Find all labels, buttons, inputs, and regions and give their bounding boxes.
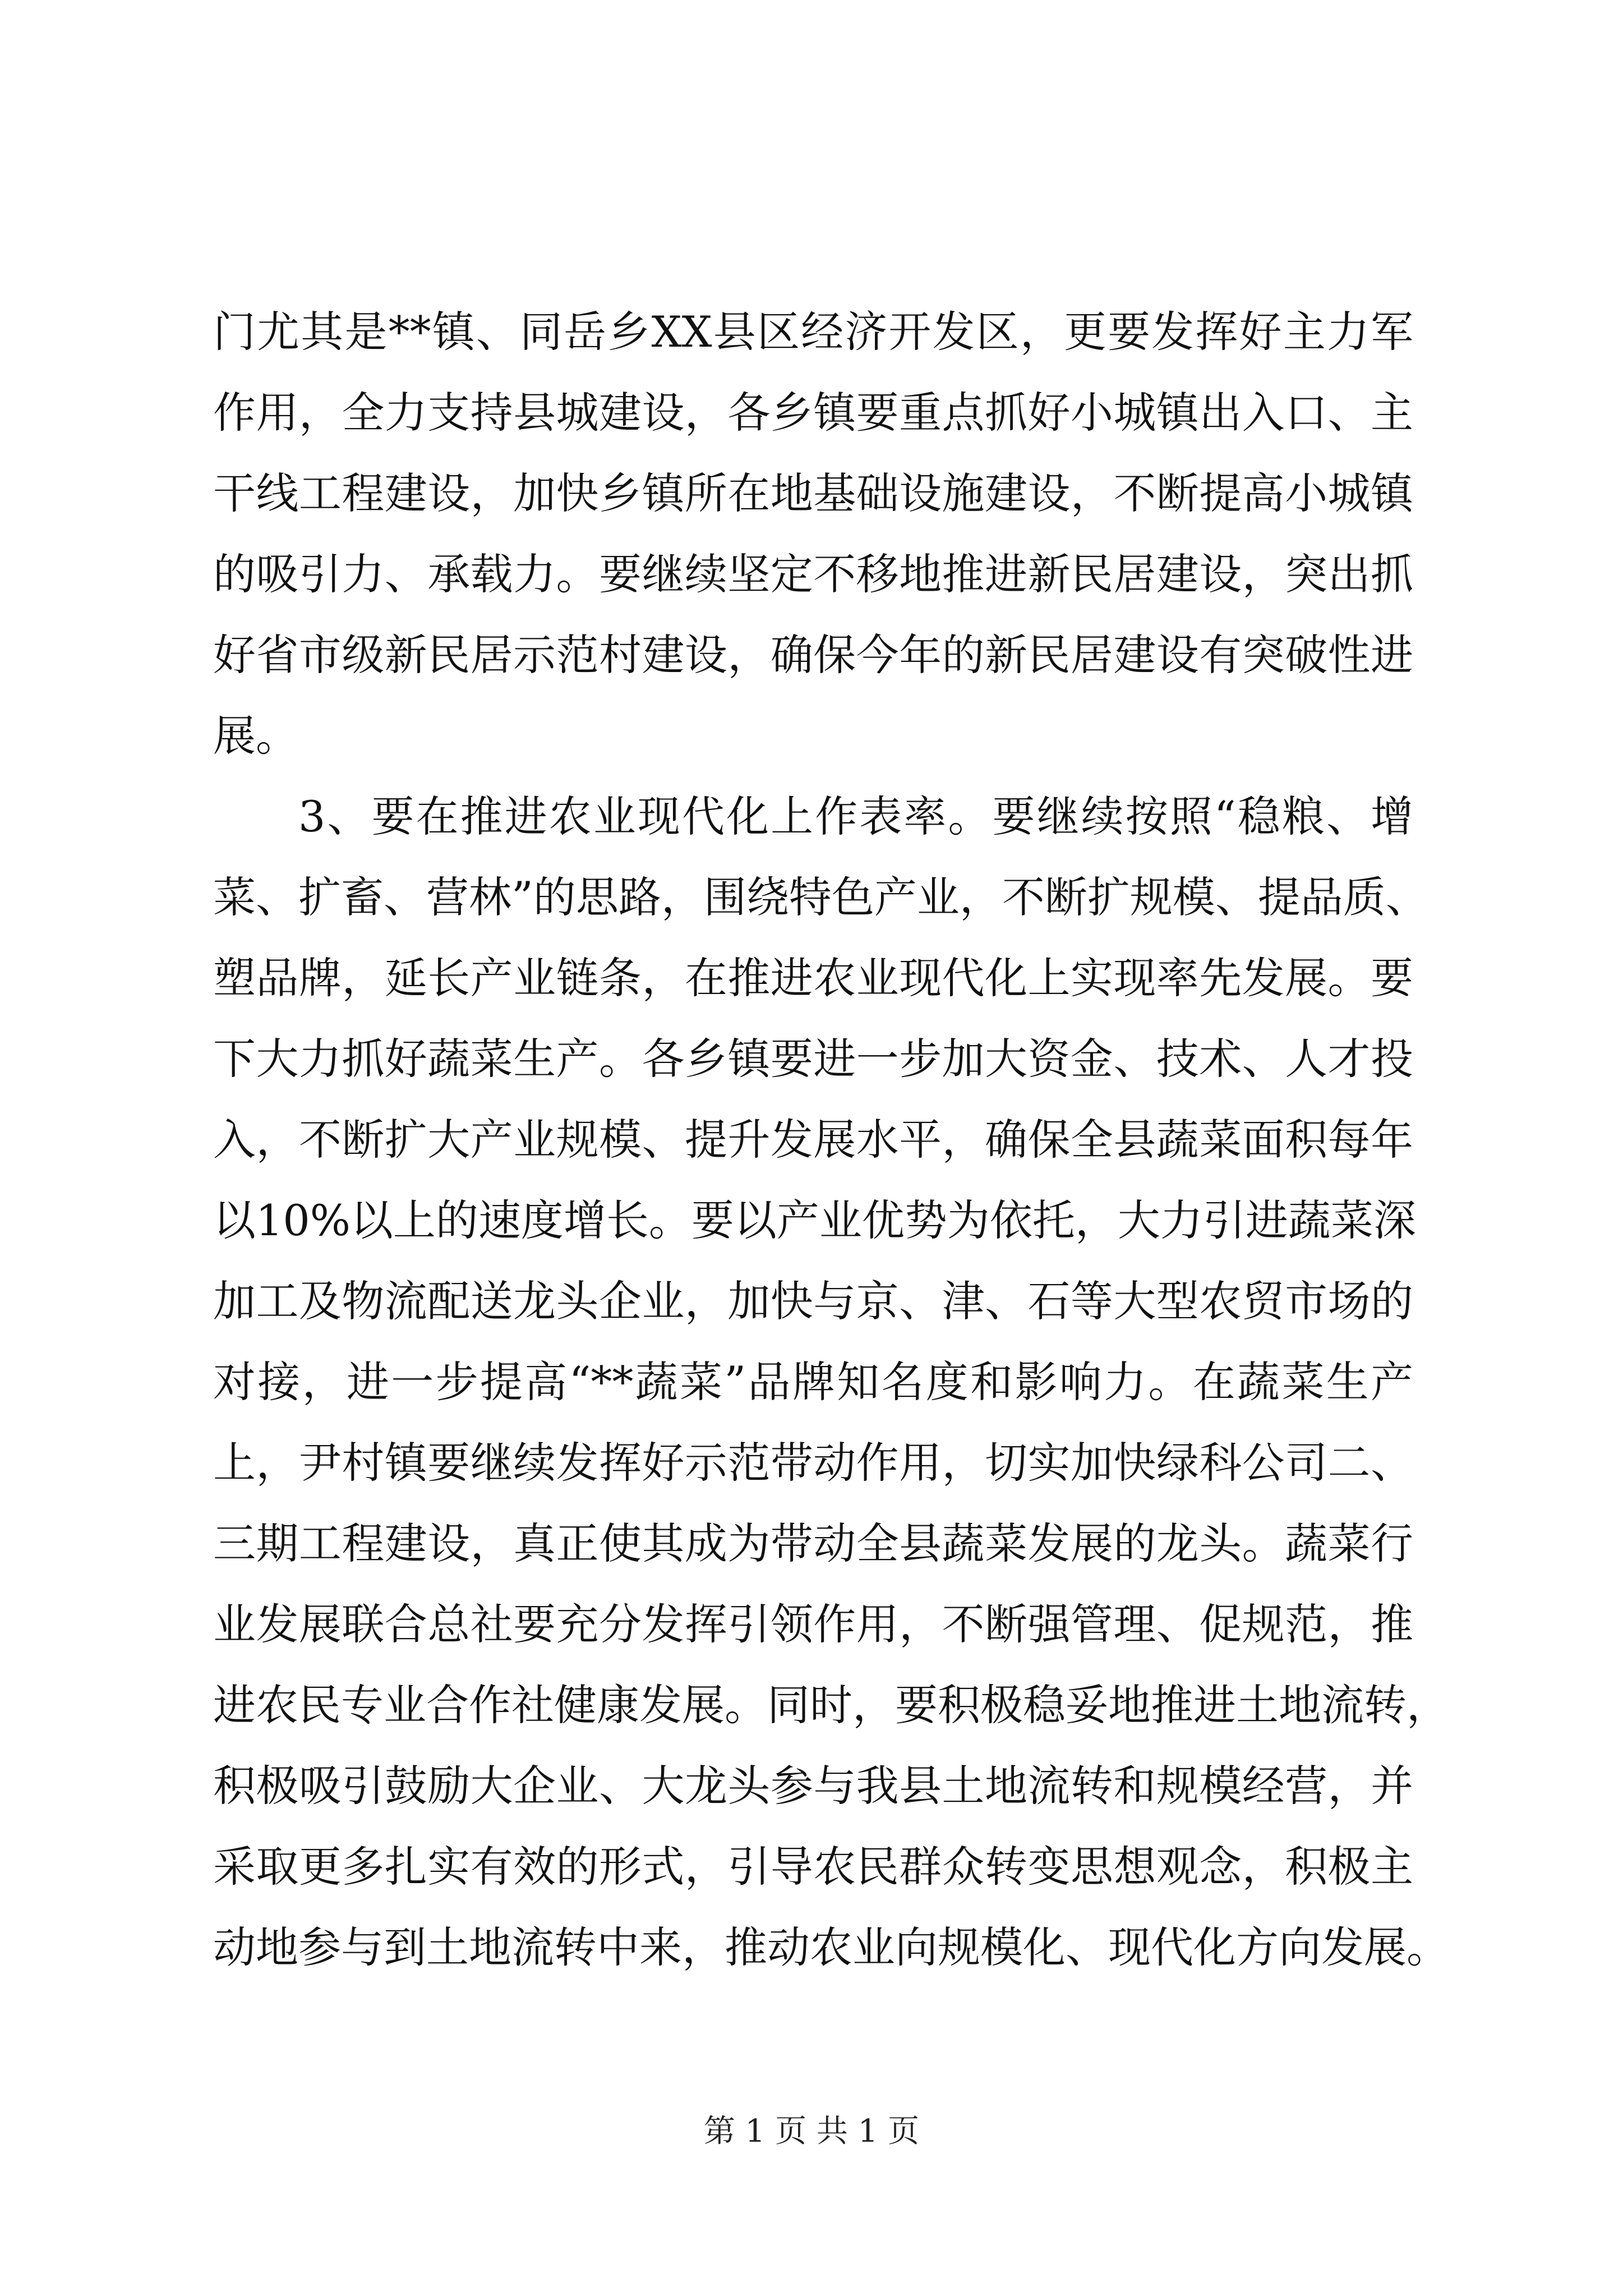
- text-line: 门尤其是**镇、同岳乡XX县区经济开发区，更要发挥好主力军: [213, 307, 1413, 357]
- document-body: [213, 292, 1449, 1988]
- text-line: 塑品牌，延长产业链条，在推进农业现代化上实现率先发展。要: [213, 953, 1413, 1003]
- text-line: 的吸引力、承载力。要继续坚定不移地推进新民居建设，突出抓: [213, 549, 1413, 599]
- text-line: 业发展联合总社要充分发挥引领作用，不断强管理、促规范，推: [213, 1599, 1413, 1649]
- text-line: 三期工程建设，真正使其成为带动全县蔬菜发展的龙头。蔬菜行: [213, 1519, 1413, 1568]
- text-line: 上，尹村镇要继续发挥好示范带动作用，切实加快绿科公司二、: [213, 1438, 1413, 1488]
- text-line: 采取更多扎实有效的形式，引导农民群众转变思想观念，积极主: [213, 1842, 1413, 1892]
- paragraph-start-line: 3、要在推进农业现代化上作表率。要继续按照“稳粮、增: [298, 792, 1413, 841]
- text-line: 入，不断扩大产业规模、提升发展水平，确保全县蔬菜面积每年: [213, 1115, 1413, 1165]
- text-line: 好省市级新民居示范村建设，确保今年的新民居建设有突破性进: [213, 630, 1413, 680]
- text-line: 展。: [213, 711, 298, 761]
- page-number-footer: 第 1 页 共 1 页: [703, 2113, 920, 2150]
- text-line: 干线工程建设，加快乡镇所在地基础设施建设，不断提高小城镇: [213, 468, 1413, 518]
- text-line: 作用，全力支持县城建设，各乡镇要重点抓好小城镇出入口、主: [213, 388, 1413, 438]
- text-line: 积极吸引鼓励大企业、大龙头参与我县土地流转和规模经营，并: [213, 1761, 1413, 1811]
- text-line: 动地参与到土地流转中来，推动农业向规模化、现代化方向发展。: [213, 1922, 1449, 1972]
- text-line: 进农民专业合作社健康发展。同时，要积极稳妥地推进土地流转，: [213, 1680, 1449, 1730]
- text-line: 对接，进一步提高“**蔬菜”品牌知名度和影响力。在蔬菜生产: [213, 1357, 1413, 1407]
- text-line: 以10%以上的速度增长。要以产业优势为依托，大力引进蔬菜深: [213, 1195, 1416, 1245]
- text-line: 下大力抓好蔬菜生产。各乡镇要进一步加大资金、技术、人才投: [213, 1034, 1413, 1084]
- text-line: 加工及物流配送龙头企业，加快与京、津、石等大型农贸市场的: [213, 1276, 1413, 1326]
- text-line: 菜、扩畜、营林”的思路，围绕特色产业，不断扩规模、提品质、: [213, 872, 1428, 922]
